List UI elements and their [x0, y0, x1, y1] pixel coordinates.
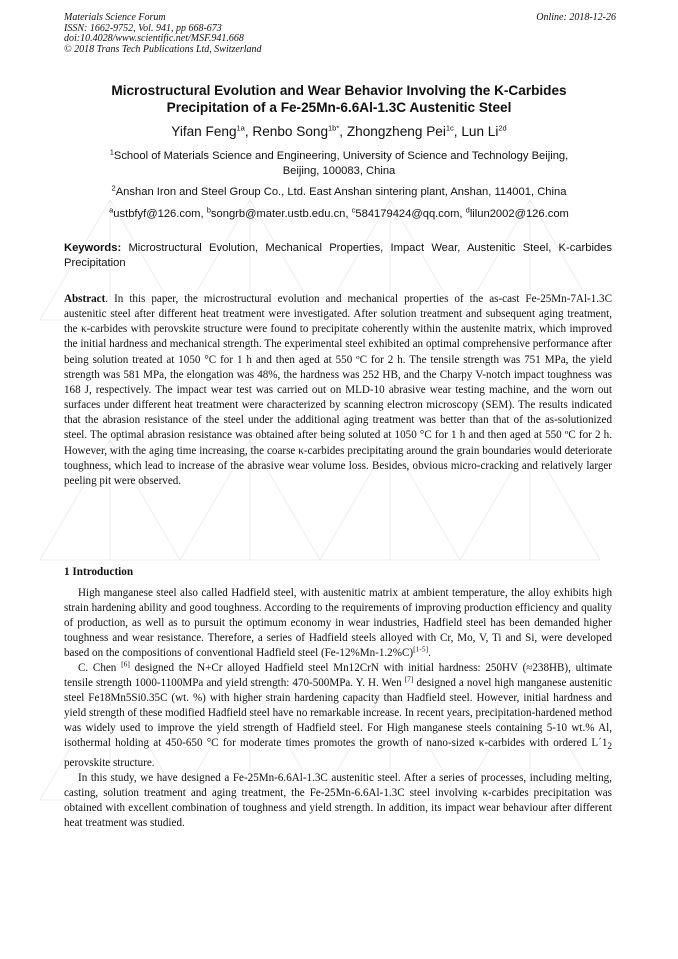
affiliation-1: [70, 149, 608, 178]
keywords-text: Microstructural Evolution, Mechanical Properties, Impact Wear, Austenitic Steel, K-carbides Precipitation: [64, 242, 612, 269]
affiliation-text: Anshan Iron and Steel Group Co., Ltd. East Anshan sintering plant, Anshan, 114001, China: [115, 186, 567, 198]
author-sup: 2d: [498, 123, 507, 133]
abstract-paragraph: [64, 292, 612, 489]
intro-paragraph-2: [64, 661, 612, 771]
email-link[interactable]: 584179424@qq.com: [355, 208, 460, 220]
affiliation-sup: 2: [111, 183, 116, 193]
keywords-label: Keywords:: [64, 242, 122, 254]
title-line-1: Microstructural Evolution and Wear Behavior Involving the K-Carbides: [111, 83, 567, 98]
citation-ref[interactable]: [1-5]: [413, 644, 429, 654]
intro-paragraph-3: In this study, we have designed a Fe-25Mn-6.6Al-1.3C austenitic steel. After a series of processes, including melting, casting, solution treatment and aging treatment, the Fe-25Mn-6.6Al-1.3C steel involving κ-carbides precipitation was obtained with excellent combination of toughness and yield strength. In addition, its impact wear behaviour after different heat treatment was studied.: [64, 771, 612, 829]
abstract-label: Abstract: [64, 293, 106, 305]
intro-text: High manganese steel also called Hadfield steel, with austenitic matrix at ambient temperature, the alloy exhibits high strain hardening ability and good toughness. According to the requirements of improving production efficiency and quality of production, as well as to pursuit the optimum economy in wear industries, Hadfield steel has been demanded higher toughness and wear resistance. Therefore, a series of Hadfield steels alloyed with Cr, Mo, V, Ti and Si, were developed based on the compositions of conventional Hadfield steel (Fe-12%Mn-1.2%C): [64, 587, 612, 660]
journal-header: [64, 13, 262, 55]
email-link[interactable]: ustbfyf@126.com: [113, 208, 201, 220]
author-name: Renbo Song: [252, 124, 329, 139]
citation-ref[interactable]: [7]: [404, 674, 414, 684]
introduction-body: [64, 586, 612, 831]
journal-name: Materials Science Forum: [64, 12, 166, 23]
subscript: 2: [607, 742, 612, 753]
affiliation-text: School of Materials Science and Engineering, University of Science and Technology Beijing,: [113, 150, 569, 162]
email-link[interactable]: lilun2002@126.com: [469, 208, 569, 220]
author-name: Yifan Feng: [171, 124, 237, 139]
email-list: $^a$ustbfyf@126.com, $^b$songrb@mater.ustb.edu.cn, $^c$584179424@qq.com, $^d$lilun2002@126.com: [109, 205, 569, 220]
copyright-line: © 2018 Trans Tech Publications Ltd, Switzerland: [64, 43, 262, 55]
email-sup: c: [351, 205, 356, 215]
title-line-2: Precipitation of a Fe-25Mn-6.6Al-1.3C Austenitic Steel: [166, 99, 512, 115]
issn-line: ISSN: 1662-9752, Vol. 941, pp 668-673: [64, 22, 222, 34]
author-sup: 1c: [445, 123, 454, 133]
intro-text: C. Chen: [78, 662, 122, 675]
author-name: Lun Li: [461, 124, 499, 139]
affiliation-2: [70, 185, 608, 200]
paper-title: [58, 83, 620, 116]
author-sup: 1b*: [328, 123, 340, 133]
section-heading-introduction: 1 Introduction: [64, 566, 134, 578]
intro-text: perovskite structure.: [64, 756, 155, 769]
author-name: Zhongzheng Pei: [346, 124, 446, 139]
email-sup: b: [206, 205, 211, 215]
abstract-text: . In this paper, the microstructural evolution and mechanical properties of the as-cast Fe-25Mn-7Al-1.3C austenitic steel after different heat treatment were investigated. After solution treatment and subsequent aging treatment, the κ-carbides with perovskite structure were found to precipitate coherently within the austenite matrix, which improved the initial hardness and mechanical strength. The experimental steel exhibited an optimal comprehensive performance after being solution treated at 1050 °C for 1 h and then aged at 550 ºC for 2 h. The tensile strength was 751 MPa, the yield strength was 581 MPa, the elongation was 48%, the hardness was 252 HB, and the Charpy V-notch impact toughness was 168 J, respectively. The impact wear test was carried out on MLD-10 abrasive wear testing machine, and the worn out surfaces under different heat treatment were characterized by scanning electron microscopy (SEM). The results indicated that the abrasion resistance of the steel under the additional aging treatment was better than that of the as-solutionized steel. The optimal abrasion resistance was obtained after being soluted at 1050 °C for 1 h and then aged at 550 ºC for 2 h. However, with the aging time increasing, the coarse κ-carbides precipitating around the grain boundaries would deteriorate toughness, which lead to increase of the abrasive wear volume loss. Besides, obvious micro-cracking and relatively larger peeling pit were observed.: [64, 293, 612, 487]
keywords-paragraph: [64, 241, 612, 270]
affiliation-text: Beijing, 100083, China: [282, 164, 396, 177]
author-list: Yifan Feng$^{1a}$, Renbo Song$^{1b*}$, Zhongzheng Pei$^{1c}$, Lun $Li^{2d}$: [171, 123, 507, 139]
online-date: Online: 2018-12-26: [536, 12, 616, 23]
email-link[interactable]: songrb@mater.ustb.edu.cn: [210, 208, 346, 220]
email-sup: d: [465, 205, 470, 215]
intro-text: designed the N+Cr alloyed Hadfield steel Mn12CrN with initial hardness: 250HV (≈238HB), ultimate tensile strength 1000-1100MPa and yield strength: 470-500MPa. Y. H. Wen: [64, 662, 612, 690]
intro-text: designed a novel high manganese austenitic steel Fe18Mn5Si0.35C (wt. %) with higher strain hardening capacity than Hadfield steel. However, initial hardness and yield strength of these modified Hadfield steel have no remarkable increase. In recent years, precipitation-hardened method was widely used to improve the yield strength of Hadfield steel. For High manganese steels containing 5-10 wt.% Al, isothermal holding at 450-650 °C for moderate times promotes the growth of nano-sized κ-carbides with ordered L´1: [64, 677, 612, 750]
intro-text: .: [428, 647, 431, 660]
affiliation-sup: 1: [109, 147, 114, 157]
citation-ref[interactable]: [6]: [121, 659, 130, 669]
author-sup: 1a: [236, 123, 245, 133]
email-sup: a: [109, 205, 114, 215]
doi-line[interactable]: doi:10.4028/www.scientific.net/MSF.941.668: [64, 33, 244, 45]
intro-paragraph-1: [64, 586, 612, 661]
